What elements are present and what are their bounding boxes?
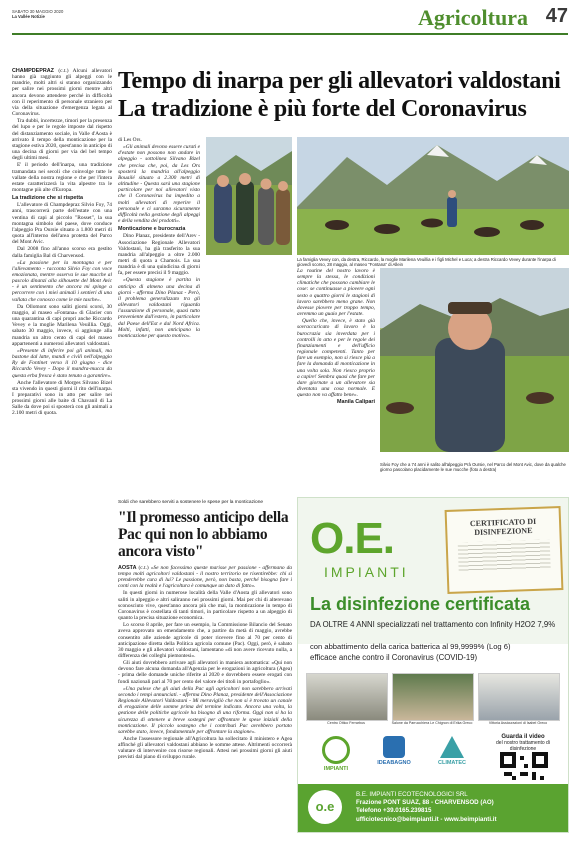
page-number: 47 (545, 5, 568, 27)
paragraph: Dal 2008 fino all'anno scorso era gestito dalla famiglia Bal di Charvensod. (12, 246, 112, 259)
certificate-lines (458, 539, 551, 572)
certificate-image (445, 506, 564, 594)
photo-caption-1: La famiglia Vevey con, da destra, Riccardo, la moglie Marilena Veuillia e i figli Michel e Luca; a destra Riccardo Vevey durante l'inarpa di giovedì scorso, 28 maggio, al maseo "Fontana" di Allein (297, 257, 556, 268)
issue-date: SABATO 30 MAGGIO 2020 (12, 9, 64, 14)
sidebar-kicker: Soldi che sarebbero serviti a sostenere le spese per la monticazione (118, 500, 264, 505)
ad-website-link[interactable]: ufficiotecnico@beimpianti.it - www.beimpianti.it (356, 815, 497, 823)
paragraph: «Gli animali devono essere curati e d'estate non possono non andare in alpeggio - sottolinea Silvano Bizel che precisa che, poi, da Les Ors sposterà la mandria all'alpeggio Bouailé situato a 2.300 metri di altitudine - Questa sarà una stagione particolare per noi allevatori visto che il Coronavirus ha impedito a molti allevatori di reperire il personale e ci saranno sicuramente difficoltà nella gestione degli alpeggi e della vendita dei prodotti». (118, 144, 200, 225)
shop-photo-caption: Vittoria Assicurazioni di Isabel Greco (488, 721, 548, 725)
article-column-5 (297, 268, 375, 452)
article-subtitle: La tradizione è più forte del Coronavirus (118, 96, 527, 122)
subheading: Monticazione e burocrazia (118, 226, 186, 233)
masthead (12, 9, 63, 19)
ad-line-1: DA OLTRE 4 ANNI specializzati nel trattamento con Infinity H2O2 7,9% (310, 620, 556, 629)
brand-mark-icon: o.e (308, 790, 342, 824)
ad-photo-strip (306, 673, 560, 727)
paragraph: Lo scorso 8 aprile, per fare un esempio, la Commissione Bilancio del Senato aveva approvato un emendamento che, a partire da metà di maggio, avrebbe consentito alle aziende agricole di poter ricevere fino al 70 per cento di anticipazione diretta della Politica agricola comune (Pac). Oggi, però, è sabato 30 maggio e gli allevatori valdostani, lamentano «di non avere ricevuto nulla, a differenza dei colleghi piemontesi». (118, 622, 292, 659)
paragraph: «La passione per la montagna e per l'allevamento - racconta Silvio Foy con voce emozionata, mentre osserva le sue mucche al pascolo dinanzi alla silhouette del Mont Avic - è un sentimento che ancora mi spinge a percorrere con i miei animali i sentieri di una vallata che conosco come le mie tasche». (12, 259, 112, 303)
dateline: CHAMPDEPRAZ (12, 68, 54, 74)
photo-vevey-family (206, 137, 292, 255)
photo-caption-2: Silvio Foy che a 74 anni è salito all'alpeggio Prà Oursie, nel Parco del Mont Avic, dove da qualche giorno pascolano placidamente le sue mucche (foto a destra) (380, 462, 566, 473)
paper-name: La Vallée Notizie (12, 14, 45, 20)
shop-photo (392, 673, 474, 721)
partner-logo: IMPIANTI (310, 736, 362, 776)
sidebar-title: "Il promesso anticipo della Pac qui non lo abbiamo ancora visto" (118, 508, 289, 560)
paragraph: Quello che, invece, è stato già sovraccaricato di lavoro è la burocrazia sia inverdata per i controlli in atto e per le regole dei finanziamenti e dell'ufficio regionale competenti. Tanto per fare un esempio, non si riesce più a fare la domanda di monticazione in una volta sola. Non riesco proprio a capire! Sembra quasi che fare per dare giornate a un allevatore sia diventata una cosa normale. E questo non va affatto bene». (297, 318, 375, 399)
paragraph: «Presente di inferire poi gli animali, ma bastone dal latte, mandi e civili nell'alpeggio Ry de Fontinet verso il 10 giugno - dice Riccardo Vevey - Dopo il mandra-mucca da questa erba fresca è stato tenuto a garantire». (12, 347, 112, 379)
article-title: Tempo di inarpa per gli allevatori valdostani (118, 68, 561, 94)
partner-logo: IDEABAGNO (368, 736, 420, 776)
ad-headline: La disinfezione certificata (310, 594, 531, 614)
brand-sub: IMPIANTI (324, 564, 409, 580)
paragraph: Gli aiuti dovrebbero arrivare agli allevatori in maniera automatica: «Qui non devono fare alcuna domanda all'Agenzia per le erogazioni in agricoltura (Agea) - prima delle domande uniche riferite al 2020 e dovrebbero essere erogati con fondi nazionali pari al 70 per cento del valore dei titoli in portafoglio». (118, 660, 292, 685)
article-column-4 (206, 258, 292, 458)
paragraph: L'allevatore di Champdepraz Silvio Foy, 74 anni, trascorrerà parte dell'estate con una ventina di capi al piccolo "Rosset", la sua montagna simbolo del paese, dove conduce l'alpeggio Pra Oursie situato a 1.800 metri di quota all'interno dell'area protetta del Parco del Mont Avic. (12, 202, 112, 246)
subheading: La tradizione che si rispetta (12, 195, 83, 202)
pac-sidebar-article (118, 500, 292, 830)
partner-logo: CLIMATEC (426, 736, 478, 776)
article-column-1: CHAMPDEPRAZ (c.t.) Alcuni allevatori hanno già raggiunto gli alpeggi con le mandrie, molti altri si stanno organizzando per salire nei prossimi giorni mentre altri ancora devono attendere perché in difficoltà con il reperimento di personale straniero per via della situazione d'emergenza legata al Coronavirus. Tra dubbi, incertezze, timori per la presenza del lupo e per le regole imposte dal rispetto del distanziamento sociale, in Valle d'Aosta è arrivato il tempo della monticazione per la stagione estiva 2020, quest'anno in anticipo di una decina di giorni per via del bel tempo degli ultimi mesi. E' il periodo dell'inarpa, una tradizione tramandata nei secoli che coinvolge tutte le vallate della nostra regione e che per l'intera estate caratterizzerà la vita alpestre tra le montagne più alte d'Europa. La tradizione che si rispetta L'allevatore di Champdepraz Silvio Foy, 74 anni, trascorrerà parte dell'estate con una ventina di capi al piccolo "Rosset", la sua montagna simbolo del paese, dove conduce l'alpeggio Pra Oursie situato a 1.800 metri di quota all'interno dell'area protetta del Parco del Mont Avic. Dal 2008 fino all'anno scorso era gestito dalla famiglia Bal di Charvensod. «La passione per la montagna e per l'allevamento - racconta Silvio Foy con voce emozionata, mentre osserva le sue mucche al pascolo dinanzi alla silhouette del Mont Avic - è un sentimento che ancora mi spinge a percorrere con i miei animali i sentieri di una vallata che conosco come le mie tasche». Da Ollomont sono saliti giorni scorsi, 30 maggio, al maseo «Fontana» di Glacier con una quarantina di capi propri anche Riccardo Vevey e la moglie Marilena Veuillia. Oggi, sabato 30 maggio, invece, si aggiunge alla mandria un altro cento di capi del maseo appartenenti a numerosi allevatori valdostani. «Presente di inferire poi gli animali, ma bastone dal latte, mandi e civili nell'alpeggio Ry de Fontinet verso il 10 giugno - dice Riccardo Vevey - Dopo il mandra-mucca da questa erba fresca è stato tenuto a garantire». Anche l'allevatore di Morges Silvano Bizel sta vivendo in questi giorni il rito dell'inarpa. I preparativi sono in atto per salire nei prossimi giorni alle baite di Chavanil di La Salle da dove poi si sposterà con gli animali a 2.100 metri di quota. (12, 68, 112, 417)
qr-label: Guarda il video del nostro trattamento di disinfezione (496, 734, 550, 752)
sidebar-body: AOSTA (c.t.) «Se non facessimo queste marisse per passione - affermano da tempo molti agricoltori valdostani - il nostro territorio ne risentirebbe: chi si prenderebbe cura di lui? Le passione, però, non basta, perché bisogna fare i conti con la realtà e l'agricoltura è comunque un dato di fatto». In questi giorni in numerose località della Valle d'Aosta gli allevatori sono saliti in alpeggio e altri saliranno nei prossimi giorni. Mai per chi di alterevano sconosciuto vive, quest'anno ancora più che mai, la monticazione in tempo di Coronavirus è costellata di tanti timori, in particolare rispetto a un alpeggio di quanto la precisa situazione economica. Lo scorso 8 aprile, per fare un esempio, la Commissione Bilancio del Senato aveva approvato un emendamento che, a partire da metà di maggio, avrebbe consentito alle aziende agricole di poter ricevere fino al 70 per cento di anticipazione diretta della Politica agricola comune (Pac). Oggi, però, è sabato 30 maggio e gli allevatori valdostani, lamentano «di non avere ricevuto nulla, a differenza dei colleghi piemontesi». Gli aiuti dovrebbero arrivare agli allevatori in maniera automatica: «Qui non devono fare alcuna domanda all'Agenzia per le erogazioni in agricoltura (Agea) - prima delle domande uniche riferite al 2020 e dovrebbero essere erogati con fondi nazionali pari al 70 per cento del valore dei titoli in portafoglio». «Una palese che gli aiuti della Pac agli agricoltori non sarebbero arrivati secondo i tempi annunciati. - afferma Dino Planaz, presidente dell'Associazione Regionale Allevatori Valdostani - Mi meravigliò che non si è trovato un canale di erogazione delle somme prima del termine indicato. Ancora una volta, la gestione delle politiche agricole ha bisogno di una riforma. Oggi non si ha la sicurezza di ottenere a breve sostegni per affrontare le spese iniziali della monticazione. Il piccolo sostegno che i contributi Pac avrebbero portato sarebbe stato, invece, fondamentale per affrontare la stagione». Anche l'assessore regionale all'Agricoltura ha sollecitato il ministero e Agea affinché gli allevatori valdostani abbiano le somme attese. Altrimenti occorrerà valutare di intervenire con risorse regionali. Attesi nei prossimi giorni gli aiuti previsti dal piano di sviluppo rurale. (118, 564, 292, 761)
paragraph: La routine del nostro lavoro è sempre la stessa, le condizioni climatiche che possono cambiare le cose: se continuasse a piovere ogni sesto o quattro giorni le stagioni di lavoro sarebbero meno grane. Non dovesse piovere per troppo tempo, avremmo un guaio per l'estate. (297, 268, 375, 318)
shop-photo (478, 673, 560, 721)
paragraph: Tra dubbi, incertezze, timori per la presenza del lupo e per le regole imposte dal rispetto del distanziamento sociale, in Valle d'Aosta è arrivato il tempo della monticazione per la stagione estiva 2020, quest'anno in anticipo di una decina di giorni per via del bel tempo degli ultimi mesi. (12, 118, 112, 162)
advertisement-be-impianti[interactable] (297, 497, 569, 833)
paragraph: Anche l'allevatore di Morges Silvano Bizel sta vivendo in questi giorni il rito dell'inarpa. I preparativi sono in atto per salire nei prossimi giorni alle baite di Chavanil di La Salle da dove poi si sposterà con gli animali a 2.100 metri di quota. (12, 379, 112, 417)
section-title: Agricoltura (418, 5, 528, 30)
paragraph: E' il periodo dell'inarpa, una tradizione tramandata nei secoli che coinvolge tutte le vallate della nostra regione e che per l'intera estate caratterizzerà la vita alpestre tra le montagne più alte d'Europa. (12, 162, 112, 193)
byline: Manila Calipari (336, 399, 375, 406)
photo-inarpa-herd (297, 137, 569, 255)
paragraph: «Una palese che gli aiuti della Pac agli agricoltori non sarebbero arrivati secondo i tempi annunciati. - afferma Dino Planaz, presidente dell'Associazione Regionale Allevatori Valdostani - Mi meravigliò che non si è trovato un canale di erogazione delle somme prima del termine indicato. Ancora una volta, la gestione delle politiche agricole ha bisogno di una riforma. Oggi non si ha la sicurezza di ottenere a breve sostegni per affrontare le spese iniziali della monticazione. Il piccolo sostegno che i contributi Pac avrebbero portato sarebbe stato, invece, fondamentale per affrontare la stagione». (118, 685, 292, 735)
dateline: AOSTA (118, 564, 137, 571)
shop-photo-caption: Centro Ottico Ferrarbus (327, 721, 365, 725)
ad-line-2: con abbattimento della carica batterica al 99,9999% (Log 6) (310, 642, 511, 651)
brand-logo: O.E. (310, 514, 395, 563)
ad-contact: B.E. IMPIANTI ECOTECNOLOGICI SRL Frazione PONT SUAZ, 88 - CHARVENSOD (AO) Telefono +39.0165.239815 ufficiotecnico@beimpianti.it - www.beimpianti.it (356, 791, 497, 823)
photo-silvio-foy (380, 268, 569, 452)
header-rule (12, 33, 568, 35)
certificate-title: CERTIFICATO DI DISINFEZIONE (469, 516, 537, 538)
article-column-2: di Les Ors. «Gli animali devono essere curati e d'estate non possono non andare in alpeggio - sottolinea Silvano Bizel che precisa che, poi, da Les Ors sposterà la mandria all'alpeggio Bouailé situato a 2.300 metri di altitudine - Questa sarà una stagione particolare per noi allevatori visto che il Coronavirus ha impedito a molti allevatori di reperire il personale e ci saranno sicuramente difficoltà nella gestione degli alpeggi e della vendita dei prodotti». Monticazione e burocrazia Dino Planaz, presidente dell'Arev - Associazione Regionale Allevatori Valdostani, ha già trasferito la sua mandria all'alpeggio a oltre 2.000 metri di quota a Chamois. La sua mandria è di una quindicina di giorni fa, per essere precisi il 9 maggio. «Questa stagione è partita in anticipo di almeno una decina di giorni - afferma Dino Planaz - Però, il problema generalizzato tra gli allevatori valdostani riguarda l'assunzione di personale, quasi tutto proveniente dall'estero, in particolare dal Paese dell'Est e dal Nord Africa. Molti, infatti, non anticipano la monticazione per questo motivo». (118, 137, 200, 339)
partner-logos (306, 736, 486, 778)
paragraph: «Questa stagione è partita in anticipo di almeno una decina di giorni - afferma Dino Planaz - Però, il problema generalizzato tra gli allevatori valdostani riguarda l'assunzione di personale, quasi tutto proveniente dall'estero, in particolare dal Paese dell'Est e dal Nord Africa. Molti, infatti, non anticipano la monticazione per questo motivo». (118, 277, 200, 339)
ad-footer (298, 784, 568, 832)
shop-photo-caption: Salone da Parrucchiera Le Chignon di Erika Greco (391, 721, 473, 725)
shop-photo (306, 673, 388, 721)
paragraph: Da Ollomont sono saliti giorni scorsi, 30 maggio, al maseo «Fontana» di Glacier con una quarantina di capi propri anche Riccardo Vevey e la moglie Marilena Veuillia. Oggi, sabato 30 maggio, invece, si aggiunge alla mandria un altro cento di capi del maseo appartenenti a numerosi allevatori valdostani. (12, 303, 112, 347)
paragraph: In questi giorni in numerose località della Valle d'Aosta gli allevatori sono saliti in alpeggio e altri saliranno nei prossimi giorni. Mai per chi di alterevano sconosciuto vive, quest'anno ancora più che mai, la monticazione in tempo di Coronavirus è costellata di tanti timori, in particolare rispetto a un alpeggio di quanto la precisa situazione economica. (118, 590, 292, 622)
paragraph: Dino Planaz, presidente dell'Arev - Associazione Regionale Allevatori Valdostani, ha già trasferito la sua mandria all'alpeggio a oltre 2.000 metri di quota a Chamois. La sua mandria è di una quindicina di giorni fa, per essere precisi il 9 maggio. (118, 233, 200, 277)
ad-line-3: efficace anche contro il Coronavirus (COVID-19) (310, 653, 478, 662)
paragraph: Anche l'assessore regionale all'Agricoltura ha sollecitato il ministero e Agea affinché gli allevatori valdostani abbiano le somme attese. Altrimenti occorrerà valutare di intervenire con risorse regionali. Attesi nei prossimi giorni gli aiuti previsti dal piano di sviluppo rurale. (118, 736, 292, 761)
